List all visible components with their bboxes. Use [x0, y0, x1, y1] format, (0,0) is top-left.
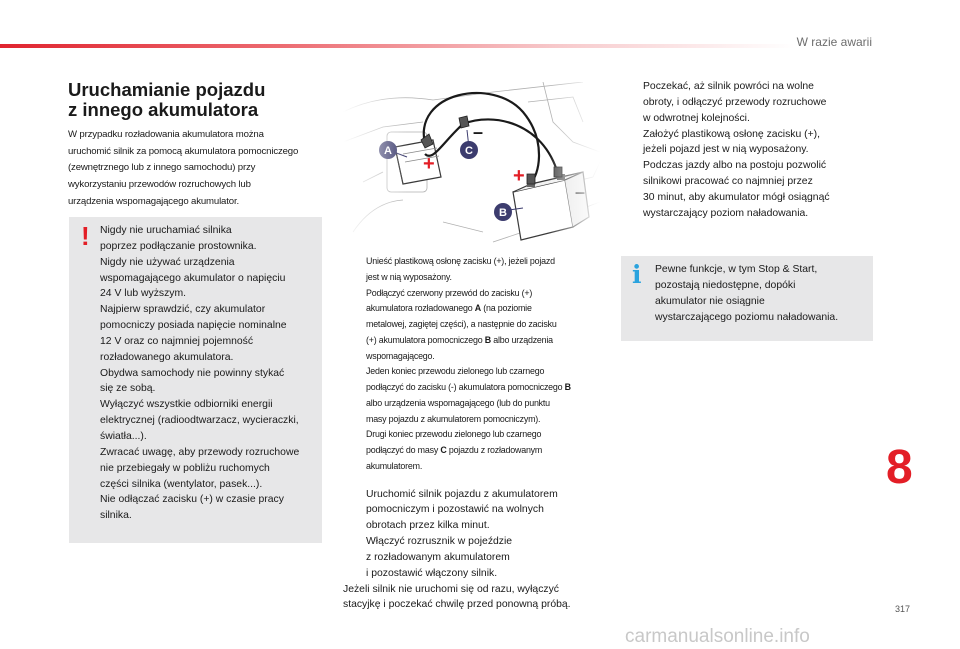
procedure-steps-middle: [343, 254, 605, 613]
step-line: obroty, i odłączyć przewody rozruchowe: [643, 96, 827, 108]
list-item: [620, 127, 870, 159]
step-line: Założyć plastikową osłonę zacisku (+),: [643, 128, 821, 140]
retry-note: [343, 582, 605, 614]
intro-line: (zewnętrznego lub z innego samochodu) przy: [68, 162, 256, 174]
step-line: jest w nią wyposażony.: [366, 271, 452, 282]
step-line: [366, 443, 542, 459]
step-line: obrotach przez kilka minut.: [366, 520, 490, 532]
chapter-number: 8: [886, 441, 913, 494]
page-title-line: Uruchamianie pojazdu: [68, 79, 266, 100]
step-text: akumulatora rozładowanego: [366, 303, 475, 314]
warning-line: Obydwa samochody nie powinny stykać: [100, 367, 285, 379]
bullet-icon: [620, 158, 643, 221]
step-line: Włączyć rozrusznik w pojeździe: [366, 536, 513, 548]
info-line: akumulator nie osiągnie: [655, 295, 765, 307]
page-number: 317: [894, 604, 910, 614]
step-line: z rozładowanym akumulatorem: [366, 551, 510, 563]
procedure-steps-right: [620, 79, 870, 222]
bullet-icon: [620, 79, 643, 127]
warning-line: Najpierw sprawdzić, czy akumulator: [100, 304, 266, 316]
step-text: (+) akumulatora pomocniczego: [366, 334, 485, 345]
illustration-fade: [343, 82, 600, 250]
bullet-icon: [343, 364, 366, 427]
note-line: Jeżeli silnik nie uruchomi się od razu, wyłączyć: [343, 583, 559, 595]
step-line: [366, 380, 571, 396]
warning-line: 12 V oraz co najmniej pojemność: [100, 335, 254, 347]
warning-line: wspomagającego akumulator o napięciu: [100, 272, 286, 284]
intro-paragraph: [68, 127, 330, 211]
section-title: W razie awarii: [796, 35, 872, 49]
step-line: albo urządzenia wspomagającego (lub do punktu: [366, 397, 550, 408]
step-text: pojazdu z rozładowanym: [446, 445, 543, 455]
list-item: [343, 286, 605, 365]
warning-line: Zwracać uwagę, aby przewody rozruchowe: [100, 446, 300, 458]
key-label-b: B: [484, 334, 491, 345]
info-text: [655, 262, 873, 325]
bullet-icon: [343, 487, 366, 535]
warning-line: Nigdy nie uruchamiać silnika: [100, 225, 232, 236]
warning-line: Wyłączyć wszystkie odbiorniki energii: [100, 399, 273, 411]
list-item: [343, 534, 605, 582]
warning-box: [69, 217, 322, 543]
step-line: akumulatorem.: [366, 460, 423, 471]
key-label-a: A: [474, 303, 481, 314]
step-line: w odwrotnej kolejności.: [643, 112, 750, 124]
key-label-b: B: [564, 382, 571, 392]
step-line: masy pojazdu z akumulatorem pomocniczym).: [366, 413, 541, 424]
step-text: podłączyć do zacisku (-) akumulatora pomocniczego: [366, 382, 565, 392]
bullet-icon: [343, 254, 366, 286]
header-accent-bar: [0, 44, 795, 48]
step-line: Drugi koniec przewodu zielonego lub czarnego: [366, 429, 542, 440]
step-line: [366, 333, 557, 349]
info-box: [621, 256, 873, 341]
list-item: [343, 427, 605, 474]
step-line: Podczas jazdy albo na postoju pozwolić: [643, 160, 827, 172]
warning-line: 24 V lub wyższym.: [100, 288, 187, 300]
step-line: 30 minut, aby akumulator mógł osiągnąć: [643, 191, 830, 203]
step-line: Podłączyć czerwony przewód do zacisku (+): [366, 287, 533, 298]
bullet-icon: [343, 286, 366, 365]
step-line: Unieść plastikową osłonę zacisku (+), jeżeli pojazd: [366, 256, 555, 266]
step-line: Jeden koniec przewodu zielonego lub czarnego: [366, 366, 545, 377]
note-line: stacyjkę i poczekać chwilę przed ponowną próbą.: [343, 599, 571, 611]
info-icon: i: [632, 260, 642, 289]
info-line: Pewne funkcje, w tym Stop & Start,: [655, 264, 818, 275]
step-line: pomocniczym i pozostawić na wolnych: [366, 504, 544, 516]
step-text: (na poziomie: [481, 303, 532, 314]
warning-line: światła...).: [100, 430, 147, 442]
step-line: silnikowi pracować co najmniej przez: [643, 176, 813, 188]
page-title-line: z innego akumulatora: [68, 99, 259, 120]
step-line: i pozostawić włączony silnik.: [366, 567, 498, 579]
list-item: [343, 254, 605, 286]
step-line: wspomagającego.: [366, 350, 435, 361]
intro-line: urządzenia wspomagającego akumulator.: [68, 195, 239, 207]
step-text: albo urządzenia: [490, 334, 553, 345]
warning-text: [100, 223, 320, 524]
list-item: [620, 79, 870, 127]
list-item: [343, 487, 605, 535]
bullet-icon: [343, 534, 366, 582]
intro-line: W przypadku rozładowania akumulatora można: [68, 129, 264, 140]
page-title: [68, 80, 265, 120]
warning-line: części silnika (wentylator, pasek...).: [100, 478, 263, 490]
bullet-icon: [620, 127, 643, 159]
list-item: [620, 158, 870, 221]
intro-line: uruchomić silnik za pomocą akumulatora pomocniczego: [68, 145, 299, 157]
step-line: jeżeli pojazd jest w nią wyposażony.: [643, 144, 809, 156]
intro-line: wykorzystaniu przewodów rozruchowych lub: [68, 179, 251, 191]
step-line: Poczekać, aż silnik powróci na wolne: [643, 81, 814, 92]
warning-line: się ze sobą.: [100, 383, 156, 395]
bullet-icon: [343, 427, 366, 474]
warning-line: Nigdy nie używać urządzenia: [100, 256, 235, 268]
warning-line: pomocniczy posiada napięcie nominalne: [100, 320, 287, 332]
warning-line: nie przebiegały w pobliżu ruchomych: [100, 462, 270, 474]
warning-line: Nie odłączać zacisku (+) w czasie pracy: [100, 494, 284, 506]
warning-line: poprzez podłączanie prostownika.: [100, 240, 257, 252]
info-line: wystarczającego poziomu naładowania.: [655, 311, 839, 323]
step-text: podłączyć do masy: [366, 445, 441, 455]
step-line: Uruchomić silnik pojazdu z akumulatorem: [366, 488, 558, 500]
step-line: [366, 301, 557, 317]
step-line: wystarczający poziom naładowania.: [643, 207, 809, 219]
list-item: [343, 364, 605, 427]
warning-line: silnika.: [100, 510, 132, 522]
key-label-c: C: [440, 445, 447, 455]
step-line: metalowej, zagiętej części), a następnie do zacisku: [366, 319, 557, 329]
jump-start-illustration: [343, 82, 600, 250]
info-line: pozostają niedostępne, dopóki: [655, 279, 796, 291]
warning-line: elektrycznej (radioodtwarzacz, wycieraczki,: [100, 415, 299, 427]
watermark: carmanualsonline.info: [625, 626, 810, 647]
exclamation-icon: !: [81, 221, 90, 251]
warning-line: rozładowanego akumulatora.: [100, 351, 234, 363]
